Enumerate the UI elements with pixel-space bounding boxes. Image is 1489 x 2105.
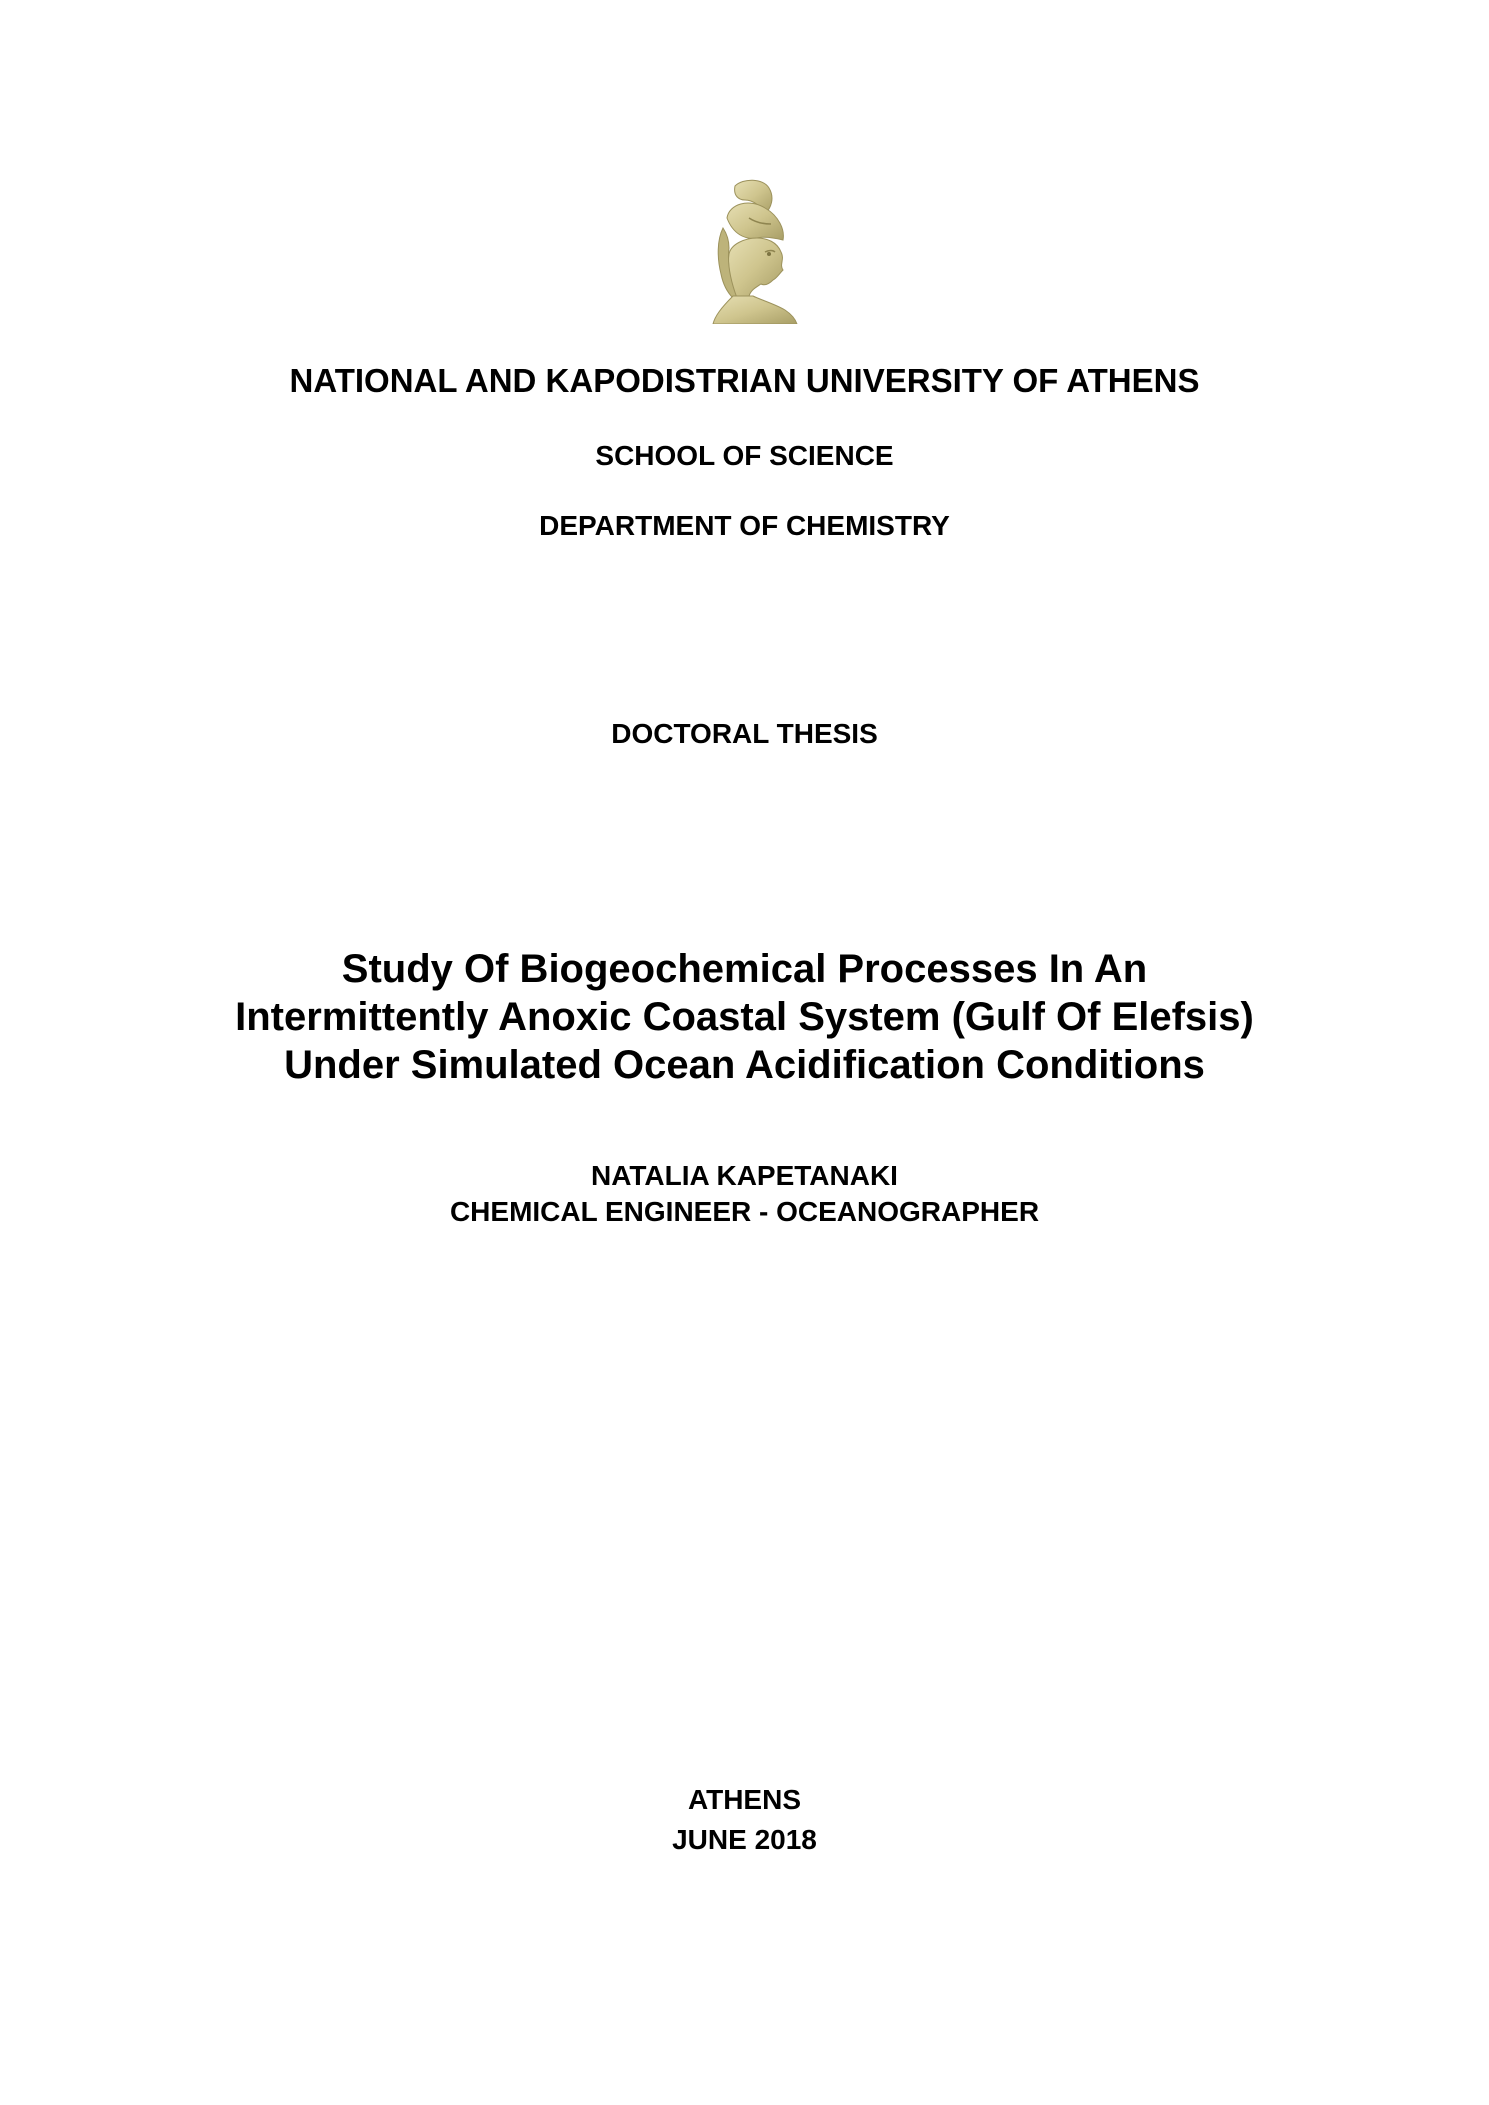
thesis-title-line: Intermittently Anoxic Coastal System (Gulf Of Elefsis)	[235, 995, 1254, 1039]
document-type: DOCTORAL THESIS	[611, 718, 878, 749]
author-name: NATALIA KAPETANAKI	[591, 1160, 898, 1191]
department-name: DEPARTMENT OF CHEMISTRY	[539, 510, 950, 541]
date: JUNE 2018	[672, 1824, 817, 1855]
place-date-block	[0, 1780, 1489, 1860]
author-profession: CHEMICAL ENGINEER - OCEANOGRAPHER	[449, 1196, 1040, 1227]
author-block	[0, 1158, 1489, 1230]
university-name: NATIONAL AND KAPODISTRIAN UNIVERSITY OF ATHENS	[289, 362, 1200, 399]
place: ATHENS	[687, 1784, 802, 1815]
athena-emblem-icon	[705, 178, 805, 324]
school-name: SCHOOL OF SCIENCE	[595, 440, 894, 471]
thesis-title-line: Under Simulated Ocean Acidification Conditions	[284, 1043, 1205, 1087]
thesis-title-line: Study Of Biogeochemical Processes In An	[341, 947, 1148, 991]
thesis-title	[0, 945, 1489, 1089]
